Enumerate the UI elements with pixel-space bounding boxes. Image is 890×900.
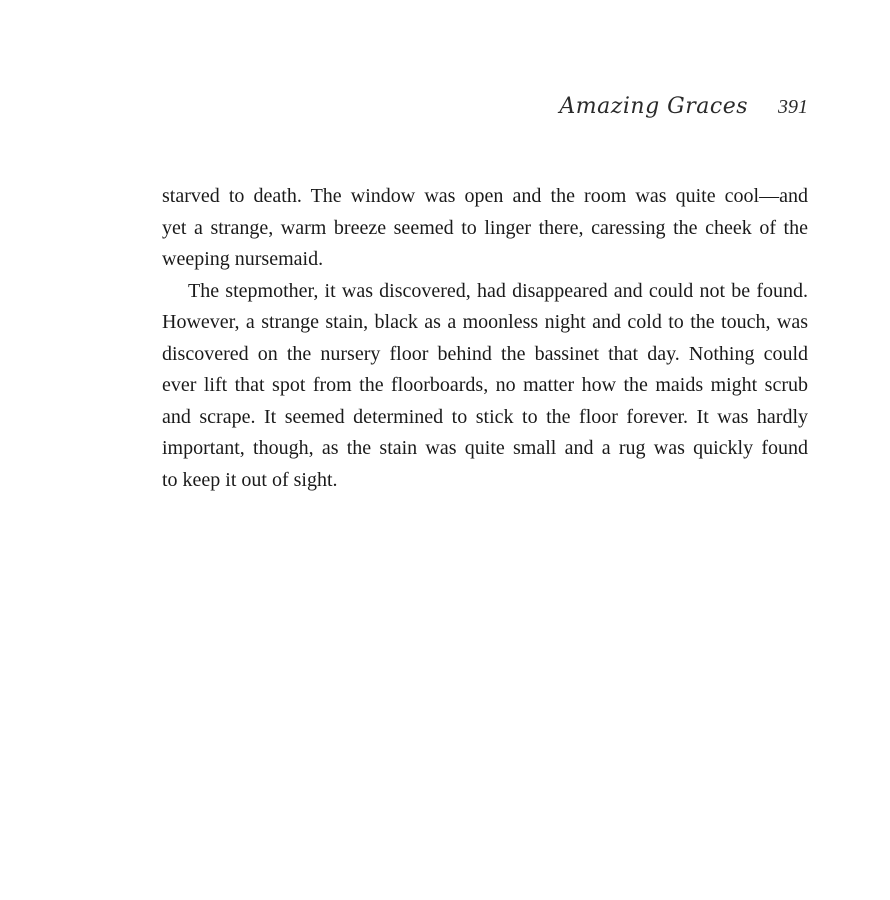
text-line: However, a strange stain, black as a moonless night and cold to the touch, was [162,311,808,333]
paragraph [162,181,808,276]
body-text [162,181,808,496]
text-line: weeping nursemaid. [162,248,324,270]
text-line: ever lift that spot from the floorboards, no matter how the maids might scrub [162,374,808,396]
book-title: Amazing Graces [559,94,748,119]
page-number: 391 [778,96,808,118]
text-line: to keep it out of sight. [162,468,338,491]
text-line: discovered on the nursery floor behind the bassinet that day. Nothing could [162,342,808,365]
text-line: important, though, as the stain was quite small and a rug was quickly found [162,437,808,459]
running-head [559,94,808,119]
text-line: yet a strange, warm breeze seemed to linger there, caressing the cheek of the [162,216,808,239]
paragraph [162,276,808,497]
text-line: and scrape. It seemed determined to stick to the floor forever. It was hardly [162,405,808,428]
text-line: starved to death. The window was open and the room was quite cool—and [162,185,808,207]
text-line: The stepmother, it was discovered, had disappeared and could not be found. [188,279,808,302]
